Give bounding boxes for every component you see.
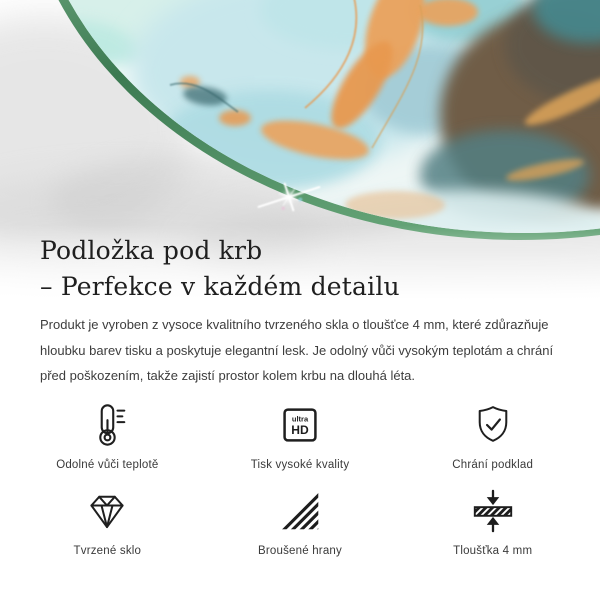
title-line-1: Podložka pod krb	[40, 236, 263, 265]
feature-label: Tisk vysoké kvality	[250, 459, 350, 471]
page-title	[40, 233, 400, 305]
feature-label: Tvrzené sklo	[73, 545, 142, 557]
diamond-icon	[85, 488, 129, 534]
feature-thickness	[396, 488, 589, 557]
title-line-2: – Perfekce v každém detailu	[40, 272, 400, 301]
svg-text:ultra: ultra	[291, 414, 309, 424]
feature-grid	[11, 402, 589, 557]
svg-text:HD: HD	[291, 423, 309, 438]
ultra-hd-icon	[280, 402, 320, 448]
shield-check-icon	[471, 402, 515, 448]
beveled-edges-icon	[279, 488, 321, 534]
feature-beveled-edges	[204, 488, 397, 557]
feature-label: Broušené hrany	[257, 545, 342, 557]
product-description: Produkt je vyroben z vysoce kvalitního tvrzeného skla o tloušťce 4 mm, které zdůrazňuje hloubku barev tisku a poskytuje elegantní lesk. Je odolný vůči vysokým teplotám a chrání před poškozením, takže zajistí prostor kolem krbu na dlouhá léta.	[40, 317, 554, 383]
feature-label: Chrání podklad	[452, 459, 534, 471]
feature-tempered-glass	[11, 488, 204, 557]
feature-protects-surface	[396, 402, 589, 471]
feature-label: Odolné vůči teplotě	[56, 459, 159, 471]
thickness-icon	[470, 488, 516, 534]
feature-label: Tloušťka 4 mm	[453, 545, 533, 557]
feature-print-quality	[204, 402, 397, 471]
thermometer-icon	[84, 402, 130, 448]
feature-temperature	[11, 402, 204, 471]
